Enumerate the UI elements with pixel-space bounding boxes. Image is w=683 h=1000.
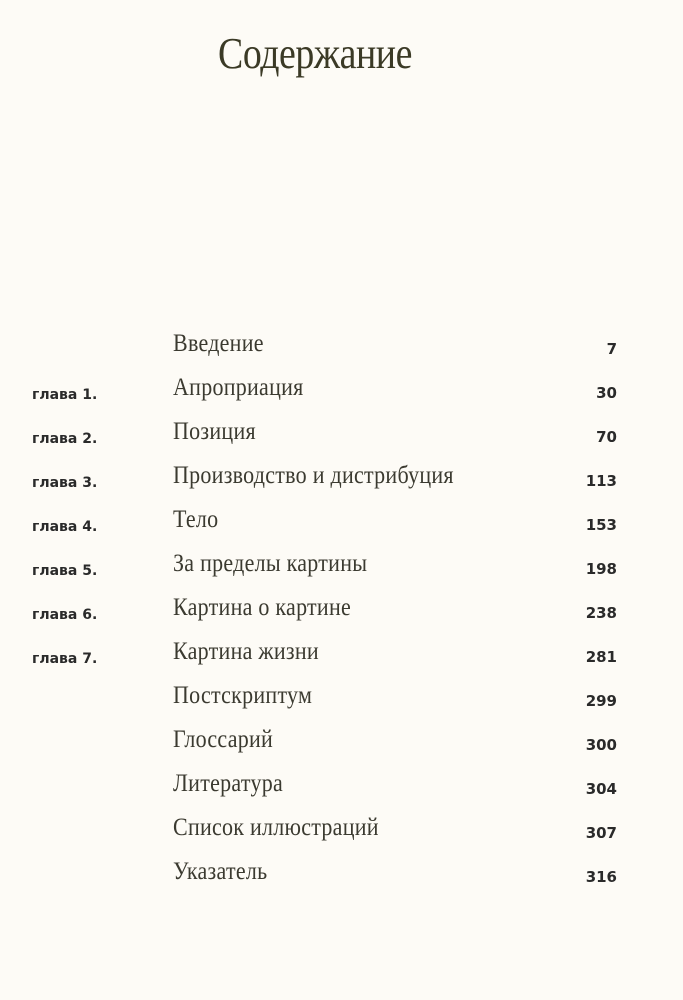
toc-entry-chapter-5 [0, 550, 683, 590]
entry-title: Литература [173, 770, 283, 797]
page-number: 304 [585, 780, 617, 798]
toc-entry-glossary [0, 726, 683, 766]
entry-title: Введение [173, 330, 264, 357]
entry-title: Апроприация [173, 374, 304, 401]
toc-entry-chapter-4 [0, 506, 683, 546]
toc-entry-chapter-2 [0, 418, 683, 458]
entry-title: Производство и дистрибуция [173, 462, 454, 489]
entry-title: За пределы картины [173, 550, 368, 577]
page-number: 113 [585, 472, 617, 490]
chapter-label: глава 7. [32, 651, 98, 667]
toc-entry-chapter-7 [0, 638, 683, 678]
page-title: Содержание [218, 29, 412, 78]
toc-entry-postscript [0, 682, 683, 722]
chapter-label: глава 6. [32, 607, 98, 623]
chapter-label: глава 1. [32, 387, 98, 403]
page-number: 153 [585, 516, 617, 534]
entry-title: Картина о картине [173, 594, 352, 621]
page-number: 281 [585, 648, 617, 666]
entry-title: Картина жизни [173, 638, 319, 665]
page-number: 198 [585, 560, 617, 578]
toc-entry-chapter-1 [0, 374, 683, 414]
page-number: 70 [596, 428, 617, 446]
entry-title: Указатель [173, 858, 268, 885]
page-number: 307 [585, 824, 617, 842]
page-number: 7 [606, 340, 617, 358]
page-number: 30 [596, 384, 617, 402]
page-number: 299 [585, 692, 617, 710]
toc-entry-chapter-3 [0, 462, 683, 502]
toc-entry-literature [0, 770, 683, 810]
chapter-label: глава 4. [32, 519, 98, 535]
page-number: 238 [585, 604, 617, 622]
chapter-label: глава 5. [32, 563, 98, 579]
entry-title: Постскриптум [173, 682, 313, 709]
entry-title: Тело [173, 506, 219, 533]
chapter-label: глава 3. [32, 475, 98, 491]
page-number: 300 [585, 736, 617, 754]
chapter-label: глава 2. [32, 431, 98, 447]
entry-title: Список иллюстраций [173, 814, 379, 841]
toc-entry-introduction [0, 330, 683, 370]
entry-title: Позиция [173, 418, 256, 445]
toc-entry-illustrations [0, 814, 683, 854]
toc-entry-index [0, 858, 683, 898]
page-number: 316 [585, 868, 617, 886]
toc-entry-chapter-6 [0, 594, 683, 634]
entry-title: Глоссарий [173, 726, 274, 753]
